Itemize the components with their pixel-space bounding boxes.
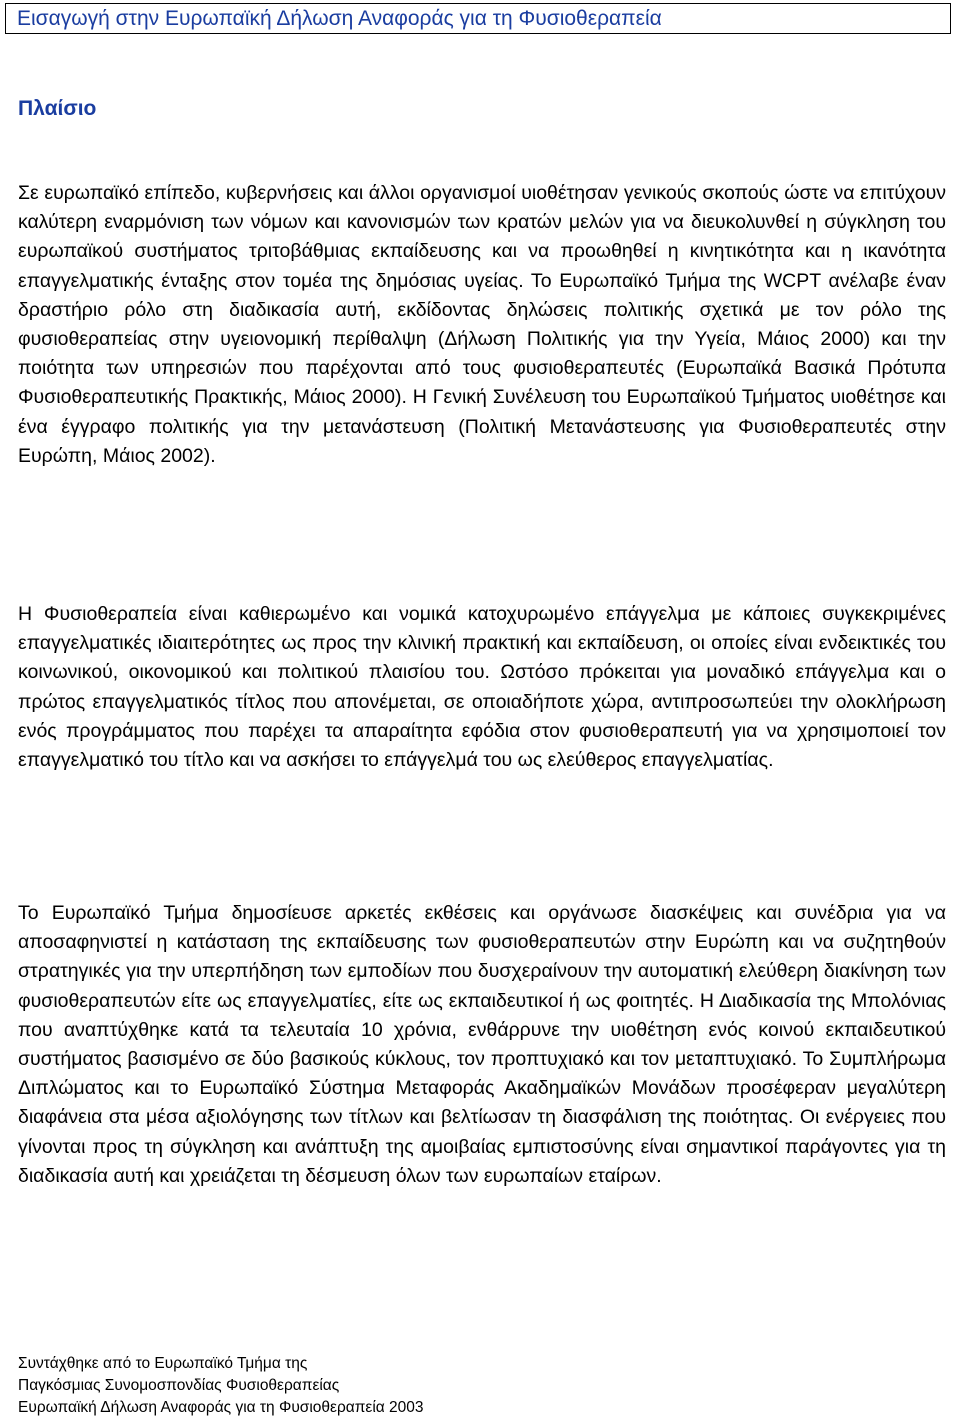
footer-line: Παγκόσμιας Συνομοσπονδίας Φυσιοθεραπείας <box>18 1377 340 1394</box>
footer-line: Ευρωπαϊκή Δήλωση Αναφοράς για τη Φυσιοθεραπεία 2003 <box>18 1399 424 1416</box>
paragraph-profession: Η Φυσιοθεραπεία είναι καθιερωμένο και νομικά κατοχυρωμένο επάγγελμα με κάποιες συγκεκριμένες επαγγελματικές ιδιαιτερότητες ως προς την κλινική πρακτική και εκπαίδευση, οι οποίες είναι ενδεικτικές του κοινωνικού, οικονομικού και πολιτικού πλαισίου του. Ωστόσο πρόκειται για μοναδικό επάγγελμα και ο πρώτος επαγγελματικός τίτλος που απονέμεται, σε οποιαδήποτε χώρα, αντιπροσωπεύει την ολοκλήρωση ενός προγράμματος που παρέχει τα απαραίτητα εφόδια στον φυσιοθεραπευτή για να χρησιμοποιεί τον επαγγελματικό του τίτλο και να ασκήσει το επάγγελμά του ως ελεύθερος επαγγελματίας. <box>18 603 946 772</box>
document-title: Εισαγωγή στην Ευρωπαϊκή Δήλωση Αναφοράς για τη Φυσιοθεραπεία <box>5 3 951 34</box>
footer-line: Συντάχθηκε από το Ευρωπαϊκό Τμήμα της <box>18 1355 308 1372</box>
document-footer <box>18 1353 424 1419</box>
paragraph-european-region: Το Ευρωπαϊκό Τμήμα δημοσίευσε αρκετές εκθέσεις και οργάνωσε διασκέψεις και συνέδρια για να αποσαφηνιστεί η κατάσταση της εκπαίδευσης των φυσιοθεραπευτών στην Ευρώπη και να συζητηθούν στρατηγικές για την υπερπήδηση των εμποδίων που δυσχεραίνουν την αυτοματική ελεύθερη διακίνηση των φυσιοθεραπευτών είτε ως επαγγελματίες, είτε ως εκπαιδευτικοί ή ως φοιτητές. Η Διαδικασία της Μπολόνιας που αναπτύχθηκε κατά τα τελευταία 10 χρόνια, ενθάρρυνε την υιοθέτηση ενός κοινού εκπαιδευτικού συστήματος βασισμένο σε δύο βασικούς κύκλους, τον προπτυχιακό και τον μεταπτυχιακό. Το Συμπλήρωμα Διπλώματος και το Ευρωπαϊκό Σύστημα Μεταφοράς Ακαδημαϊκών Μονάδων προσέφεραν μεγαλύτερη διαφάνεια στα μέσα αξιολόγησης των τίτλων και βελτίωσαν τη διασφάλιση της ποιότητας. Οι ενέργειες που γίνονται προς τη σύγκληση και ανάπτυξη της αμοιβαίας εμπιστοσύνης είναι σημαντικοί παράγοντες για τη διαδικασία αυτή και χρειάζεται τη δέσμευση όλων των ευρωπαίων εταίρων. <box>18 902 946 1187</box>
paragraph-context: Σε ευρωπαϊκό επίπεδο, κυβερνήσεις και άλλοι οργανισμοί υιοθέτησαν γενικούς σκοπούς ώστε να επιτύχουν καλύτερη εναρμόνιση των νόμων και κανονισμών των κρατών μελών για να διευκολυνθεί η σύγκληση του ευρωπαϊκού συστήματος τριτοβάθμιας εκπαίδευσης και να προωθηθεί η κινητικότητα και η ικανότητα επαγγελματικής ένταξης στον τομέα της δημόσιας υγείας. Το Ευρωπαϊκό Τμήμα της WCPT ανέλαβε έναν δραστήριο ρόλο στη διαδικασία αυτή, εκδίδοντας δηλώσεις πολιτικής σχετικά με τον ρόλο της φυσιοθεραπείας στην υγειονομική περίθαλψη (Δήλωση Πολιτικής για την Υγεία, Μάιος 2000) και την ποιότητα των υπηρεσιών που παρέχονται από τους φυσιοθεραπευτές (Ευρωπαϊκά Βασικά Πρότυπα Φυσιοθεραπευτικής Πρακτικής, Μάιος 2000). Η Γενική Συνέλευση του Ευρωπαϊκού Τμήματος υιοθέτησε και ένα έγγραφο πολιτικής για την μετανάστευση (Πολιτική Μετανάστευσης για Φυσιοθεραπευτές στην Ευρώπη, Μάιος 2002). <box>18 182 946 467</box>
section-heading: Πλαίσιο <box>18 97 97 120</box>
